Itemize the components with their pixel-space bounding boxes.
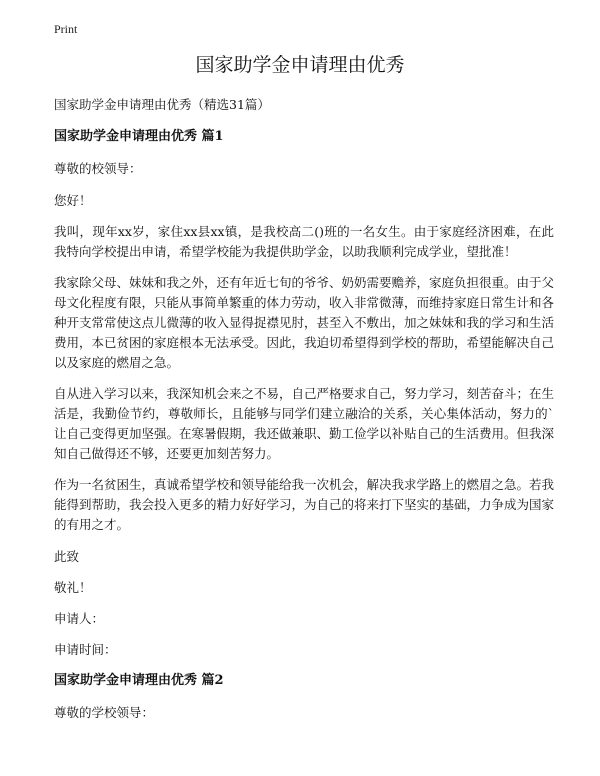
apply-time-label: 申请时间： — [54, 642, 117, 657]
paragraph: 我叫，现年xx岁，家住xx县xx镇，是我校高二()班的一名女生。由于家庭经济困难，在此我特向学校提出申请，希望学校能为我提供助学金，以助我顺利完成学业，望批准！ — [54, 224, 554, 259]
section-heading-1: 国家助学金申请理由优秀 篇1 — [54, 129, 224, 144]
greeting: 您好！ — [54, 193, 92, 208]
applicant-label: 申请人： — [54, 611, 105, 626]
salutation: 尊敬的校领导： — [54, 161, 142, 176]
paragraph: 作为一名贫困生，真诚希望学校和领导能给我一次机会，解决我求学路上的燃眉之急。若我能得到帮助，我会投入更多的精力好好学习，为自己的将来打下坚实的基础，力争成为国家的有用之才。 — [54, 477, 555, 532]
closing-salute: 敬礼！ — [54, 580, 92, 595]
closing-line: 此致 — [54, 549, 80, 564]
salutation: 尊敬的学校领导： — [54, 705, 155, 720]
paragraph: 我家除父母、妹妹和我之外，还有年近七旬的爷爷、奶奶需要赡养，家庭负担很重。由于父母文化程度有限，只能从事简单繁重的体力劳动，收入非常微薄，而维持家庭日常生计和各种开支常常使这点儿微薄的收入显得捉襟见肘，甚至入不敷出，加之妹妹和我的学习和生活费用，本已贫困的家庭根本无法承受。因此，我迫切希望得到学校的帮助，希望能解决自己以及家庭的燃眉之急。 — [54, 275, 555, 370]
document-subtitle: 国家助学金申请理由优秀（精选31篇） — [54, 97, 270, 112]
section-heading-2: 国家助学金申请理由优秀 篇2 — [54, 673, 224, 688]
document-body — [54, 94, 554, 734]
document-title: 国家助学金申请理由优秀 — [195, 54, 405, 76]
paragraph: 自从进入学习以来，我深知机会来之不易，自己严格要求自己，努力学习，刻苦奋斗；在生活是，我勤俭节约，尊敬师长，且能够与同学们建立融洽的关系，关心集体活动，努力的`让自己变得更加坚强。在寒暑假期，我还做兼职、勤工俭学以补贴自己的生活费用。但我深知自己做得还不够，还要更加刻苦努力。 — [54, 386, 555, 461]
print-link[interactable]: Print — [54, 22, 78, 36]
